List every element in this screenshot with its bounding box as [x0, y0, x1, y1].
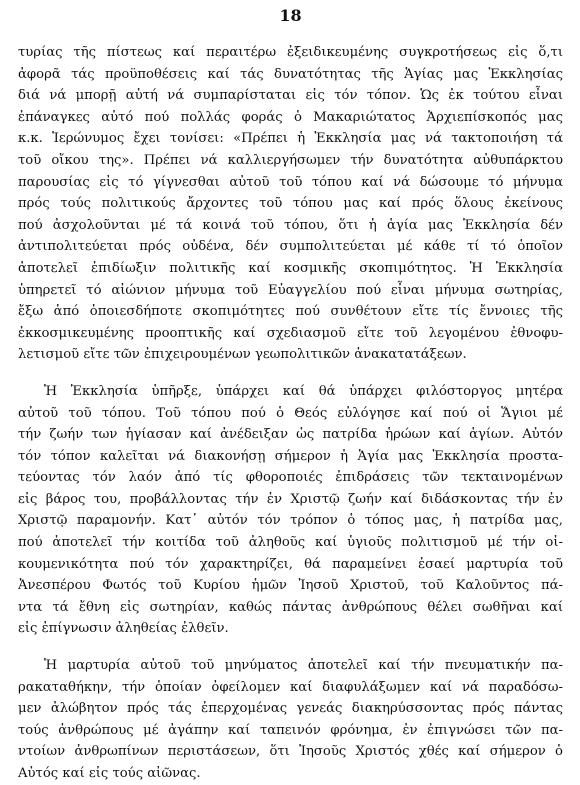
text-line: ἐπάναγκες αὐτό πού πολλάς φοράς ὁ Μακαριώτατος Ἀρχιεπίσκοπός μας: [18, 109, 563, 125]
text-line: εἰς ἐπίγνωσιν ἀληθείας ἐλθεῖν.: [18, 621, 229, 637]
text-line: τεύοντας τόν λαόν ἀπό τίς φθοροποιές ἐπιδράσεις τῶν τεκταινομένων: [18, 470, 563, 486]
text-line: ρακαταθήκην, τήν ὁποίαν ὀφείλομεν καί διαφυλάξωμεν καί νά παραδόσω-: [18, 679, 563, 695]
page-number: 18: [279, 6, 302, 25]
paragraph-3: [18, 655, 563, 785]
text-line: ἀντιπολιτεύεται πρός οὐδένα, δέν συμπολιτεύεται μέ κάθε τί τό ὁποῖον: [18, 239, 563, 255]
text-line: τούς ἀνθρώπους μέ ἀγάπην καί ταπεινόν φρόνημα, ἐν ἐπιγνώσει τῶν πα-: [18, 722, 563, 738]
text-line: παρουσίας εἰς τό γίγνεσθαι αὐτοῦ τοῦ τόπου καί νά δώσουμε τό μήνυμα: [18, 174, 563, 190]
text-line: ὑπηρετεῖ τό αἰώνιον μήνυμα τοῦ Εὐαγγελίου πού εἶναι μήνυμα σωτηρίας,: [18, 282, 563, 298]
text-line: πρός τούς πολιτικούς ἄρχοντες τοῦ τόπου μας καί πρός ὅλους ἐκείνους: [18, 196, 563, 212]
document-page: [18, 0, 563, 781]
text-line: πού ἀσχολοῦνται μέ τά κοινά τοῦ τόπου, ὅτι ἡ ἁγία μας Ἐκκλησία δέν: [18, 217, 563, 233]
text-line: τοῦ οἴκου της». Πρέπει νά καλλιεργήσωμεν τήν δυνατότητα αὐθυπάρκτου: [18, 152, 563, 168]
text-line: πού ἀποτελεῖ τήν κοιτίδα τοῦ ἀληθοῦς καί ὑγιοῦς πολιτισμοῦ μέ τήν οἰ-: [18, 535, 563, 551]
text-line: ἔξω ἀπό ὁποιεσδήποτε σκοπιμότητες πού συνθέτουν εἴτε τίς ἔννοιες τῆς: [18, 304, 563, 320]
paragraph-1: [18, 42, 563, 366]
text-line: λετισμοῦ εἴτε τῶν ἐπιχειρουμένων γεωπολιτικῶν ἀνακατατάξεων.: [18, 347, 467, 363]
text-line: Ἡ μαρτυρία αὐτοῦ τοῦ μηνύματος ἀποτελεῖ καί τήν πνευματικήν πα-: [44, 658, 563, 674]
text-line: Αὐτός καί εἰς τούς αἰῶνας.: [18, 766, 201, 781]
text-line: ντα τά ἔθνη εἰς σωτηρίαν, καθώς πάντας ἀνθρώπους θέλει σωθῆναι καί: [18, 599, 563, 615]
paragraph-2: [18, 381, 563, 640]
text-line: ἀποτελεῖ ἐπιδίωξιν πολιτικῆς καί κοσμικῆς σκοπιμότητος. Ἡ Ἐκκλησία: [18, 260, 563, 276]
text-line: κ.κ. Ἱερώνυμος ἔχει τονίσει: «Πρέπει ἡ Ἐκκλησία μας νά τακτοποιήση τά: [18, 131, 563, 147]
text-line: ἀφορᾶ τάς προϋποθέσεις καί τάς δυνατότητας τῆς Ἁγίας μας Ἐκκλησίας: [18, 66, 563, 82]
text-line: τυρίας τῆς πίστεως καί περαιτέρω ἐξειδικευμένης συγκροτήσεως εἰς ὅ,τι: [18, 45, 563, 60]
body-text: [18, 42, 563, 785]
text-line: διά νά μπορῇ αὐτή νά συμπαρίσταται εἰς τόν τόπον. Ὡς ἐκ τούτου εἶναι: [18, 88, 563, 104]
text-line: ντοίων ἀνθρωπίνων περιστάσεων, ὅτι Ἰησοῦς Χριστός χθές καί σήμερον ὁ: [18, 744, 563, 760]
text-line: κουμενικότητα πού τόν χαρακτηρίζει, θά παραμείνει ἐσαεί μαρτυρία τοῦ: [18, 556, 563, 572]
text-line: τόν τόπον καλεῖται νά διακονήσῃ σήμερον ἡ Ἁγία μας Ἐκκλησία προστα-: [18, 448, 563, 464]
text-line: αὐτοῦ τοῦ τόπου. Τοῦ τόπου πού ὁ Θεός εὐλόγησε καί πού οἱ Ἅγιοι μέ: [18, 405, 563, 421]
text-line: Ἀνεσπέρου Φωτός τοῦ Κυρίου ἡμῶν Ἰησοῦ Χριστοῦ, τοῦ Καλοῦντος πά-: [18, 578, 563, 594]
text-line: μεν ἀλώβητον πρός τάς ἐπερχομένας γενεάς διακηρύσσοντας πρός πάντας: [18, 701, 563, 717]
text-line: Ἡ Ἐκκλησία ὑπῆρξε, ὑπάρχει καί θά ὑπάρχει φιλόστοργος μητέρα: [44, 383, 563, 399]
text-line: τήν ζωήν των ἡγίασαν καί ἀνέδειξαν ὡς πατρίδα ἡρώων καί ἁγίων. Αὐτόν: [18, 427, 563, 443]
text-line: Χριστῷ παραμονήν. Κατ᾽ αὐτόν τόν τρόπον ὁ τόπος μας, ἡ πατρίδα μας,: [18, 513, 563, 529]
text-line: ἐκκοσμικευμένης προοπτικῆς καί σχεδιασμοῦ εἴτε τοῦ λεγομένου ἐθνοφυ-: [18, 325, 563, 341]
text-line: εἰς βάρος του, προβάλλοντας τήν ἐν Χριστῷ ζωήν καί διδάσκοντας τήν ἐν: [18, 491, 563, 507]
